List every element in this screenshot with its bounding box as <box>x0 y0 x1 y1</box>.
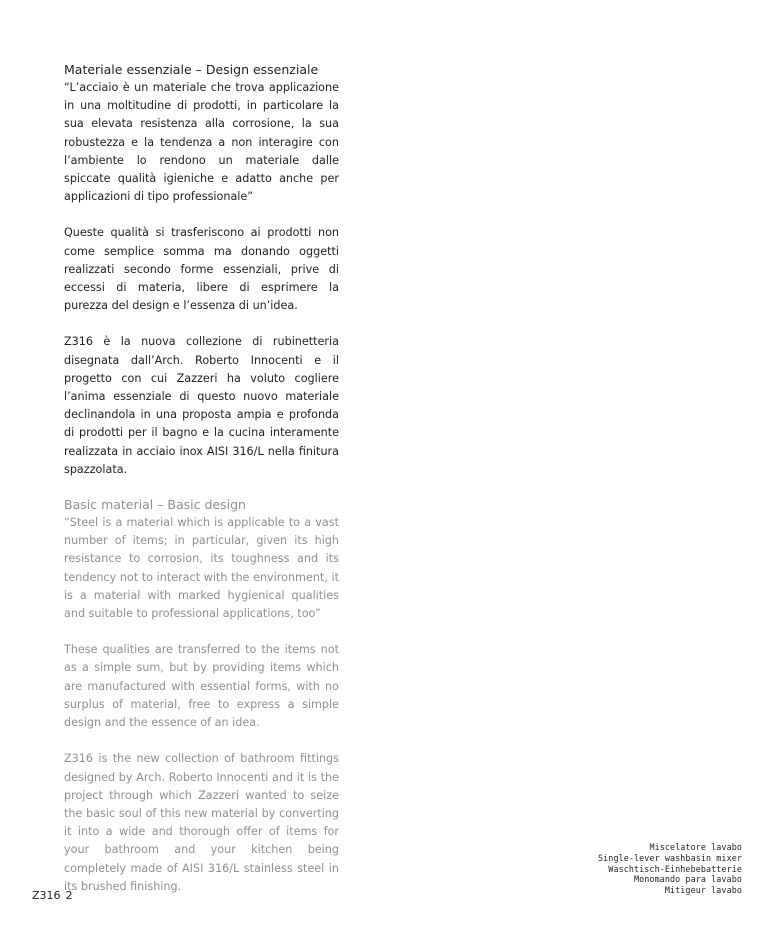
english-paragraph-qualities: These qualities are transferred to the items not as a simple sum, but by providing items which are manufactured with essential forms, with no surplus of material, free to express a simple design and the essence of an idea. <box>64 643 339 730</box>
page-number: 2 <box>65 889 73 902</box>
english-section <box>64 496 339 896</box>
product-caption <box>598 842 742 896</box>
english-paragraph-quote: “Steel is a material which is applicable to a vast number of items; in particular, given its high resistance to corrosion, its toughness and its tendency not to interact with the environment, it is a material with marked hygienical qualities and suitable to professional applications, too” <box>64 516 339 621</box>
italian-section <box>64 61 339 479</box>
caption-line-french: Mitigeur lavabo <box>664 885 742 896</box>
italian-title: Materiale essenziale – Design essenziale <box>64 62 319 77</box>
italian-paragraph-qualities: Queste qualità si trasferiscono ai prodotti non come semplice somma ma donando oggetti realizzati secondo forme essenziali, prive di eccessi di materia, libere di esprimere la purezza del design e l’essenza di un’idea. <box>64 226 339 313</box>
caption-line-italian: Miscelatore lavabo <box>649 842 742 852</box>
english-title: Basic material – Basic design <box>64 497 246 513</box>
caption-line-german: Waschtisch-Einhebebatterie <box>608 863 742 874</box>
italian-paragraph-quote: “L’acciaio è un materiale che trova applicazione in una moltitudine di prodotti, in particolare la sua elevata resistenza alla corrosione, la sua robustezza e la tendenza a non interagire con l’ambiente lo rendono un materiale dalle spiccate qualità igieniche e adatto anche per applicazioni di tipo professionale” <box>64 81 339 204</box>
italian-paragraph-collection: Z316 è la nuova collezione di rubinetteria disegnata dall’Arch. Roberto Innocenti e il progetto con cui Zazzeri ha voluto cogliere l’anima essenziale di questo nuovo materiale declinandola in una proposta ampia e profonda di prodotti per il bagno e la cucina interamente realizzata in acciaio inox AISI 316/L nella finitura spazzolata. <box>64 335 339 476</box>
english-paragraph-collection: Z316 is the new collection of bathroom fittings designed by Arch. Roberto Innocenti and it is the project through which Zazzeri wanted to seize the basic soul of this new material by converting it into a wide and thorough offer of items for your bathroom and your kitchen being completely made of AISI 316/L stainless steel in its brushed finishing. <box>64 752 339 893</box>
page-footer <box>32 889 73 902</box>
collection-name: Z316 <box>32 889 61 902</box>
caption-line-spanish: Monomando para lavabo <box>634 874 742 885</box>
text-column <box>64 61 339 896</box>
caption-line-english: Single-lever washbasin mixer <box>598 852 742 863</box>
